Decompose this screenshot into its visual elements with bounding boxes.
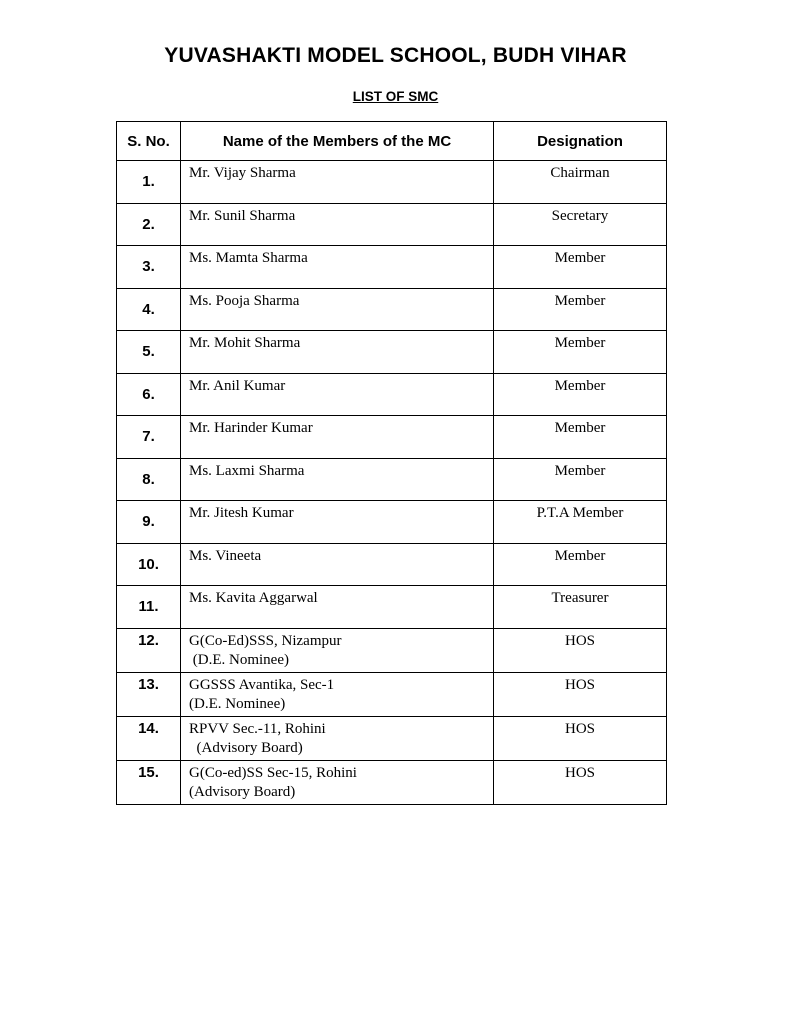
- table-row: [117, 161, 667, 204]
- header-designation: Designation: [494, 122, 667, 161]
- designation: HOS: [494, 760, 667, 804]
- serial-number: 6.: [117, 373, 181, 416]
- member-name-line2: (D.E. Nominee): [189, 695, 286, 712]
- table-row: [117, 373, 667, 416]
- designation: Member: [494, 416, 667, 459]
- table-header-row: [117, 122, 667, 161]
- designation: Member: [494, 331, 667, 374]
- designation: Treasurer: [494, 586, 667, 629]
- member-name: [181, 203, 494, 246]
- designation: HOS: [494, 672, 667, 716]
- member-name: [181, 716, 494, 760]
- header-member-name: Name of the Members of the MC: [181, 122, 494, 161]
- member-name: [181, 416, 494, 459]
- table-row: [117, 246, 667, 289]
- serial-number: 7.: [117, 416, 181, 459]
- member-name-line1: G(Co-Ed)SSS, Nizampur: [189, 632, 342, 649]
- member-name-line1: G(Co-ed)SS Sec-15, Rohini: [189, 764, 357, 781]
- member-name-line1: Ms. Laxmi Sharma: [189, 462, 305, 479]
- member-name-line2: (D.E. Nominee): [189, 651, 289, 668]
- serial-number: 12.: [117, 628, 181, 672]
- serial-number: 9.: [117, 501, 181, 544]
- serial-number: 4.: [117, 288, 181, 331]
- member-name: [181, 586, 494, 629]
- designation: HOS: [494, 716, 667, 760]
- member-name: [181, 628, 494, 672]
- document-title: YUVASHAKTI MODEL SCHOOL, BUDH VIHAR: [164, 44, 627, 67]
- designation: Member: [494, 246, 667, 289]
- member-name-line2: (Advisory Board): [189, 739, 303, 756]
- member-name: [181, 501, 494, 544]
- designation: HOS: [494, 628, 667, 672]
- serial-number: 3.: [117, 246, 181, 289]
- table-row: [117, 458, 667, 501]
- member-name-line1: Mr. Harinder Kumar: [189, 420, 313, 436]
- table-row: [117, 416, 667, 459]
- designation: Member: [494, 543, 667, 586]
- member-name-line1: Mr. Sunil Sharma: [189, 207, 296, 224]
- designation: Member: [494, 458, 667, 501]
- document-subtitle: [0, 89, 791, 104]
- member-name: [181, 760, 494, 804]
- serial-number: 5.: [117, 331, 181, 374]
- table-row: [117, 501, 667, 544]
- member-name: [181, 458, 494, 501]
- serial-number: 8.: [117, 458, 181, 501]
- designation: Secretary: [494, 203, 667, 246]
- header-serial-number: S. No.: [117, 122, 181, 161]
- serial-number: 15.: [117, 760, 181, 804]
- member-name: [181, 672, 494, 716]
- table-row: [117, 331, 667, 374]
- member-name: [181, 331, 494, 374]
- designation: Chairman: [494, 161, 667, 204]
- member-name: [181, 373, 494, 416]
- serial-number: 13.: [117, 672, 181, 716]
- member-name-line1: Mr. Vijay Sharma: [189, 165, 296, 181]
- member-name-line1: GGSSS Avantika, Sec-1: [189, 676, 335, 693]
- designation: Member: [494, 288, 667, 331]
- smc-members-table: [116, 121, 667, 805]
- table-row: [117, 543, 667, 586]
- member-name-line1: Ms. Kavita Aggarwal: [189, 590, 318, 606]
- table-row: [117, 586, 667, 629]
- table-row: [117, 672, 667, 716]
- serial-number: 2.: [117, 203, 181, 246]
- subtitle-text: LIST OF SMC: [352, 89, 439, 104]
- member-name: [181, 246, 494, 289]
- member-name-line1: Ms. Mamta Sharma: [189, 250, 308, 266]
- member-name-line1: RPVV Sec.-11, Rohini: [189, 720, 326, 737]
- table-row: [117, 628, 667, 672]
- member-name: [181, 543, 494, 586]
- member-name-line2: (Advisory Board): [189, 783, 296, 800]
- serial-number: 11.: [117, 586, 181, 629]
- designation: P.T.A Member: [494, 501, 667, 544]
- table-row: [117, 203, 667, 246]
- serial-number: 1.: [117, 161, 181, 204]
- member-name: [181, 288, 494, 331]
- member-name-line1: Ms. Vineeta: [189, 547, 262, 564]
- member-name-line1: Mr. Anil Kumar: [189, 377, 286, 394]
- member-name-line1: Mr. Jitesh Kumar: [189, 505, 294, 521]
- serial-number: 10.: [117, 543, 181, 586]
- designation: Member: [494, 373, 667, 416]
- member-name-line1: Mr. Mohit Sharma: [189, 335, 301, 351]
- serial-number: 14.: [117, 716, 181, 760]
- table-row: [117, 716, 667, 760]
- table-row: [117, 760, 667, 804]
- table-row: [117, 288, 667, 331]
- member-name: [181, 161, 494, 204]
- member-name-line1: Ms. Pooja Sharma: [189, 292, 300, 309]
